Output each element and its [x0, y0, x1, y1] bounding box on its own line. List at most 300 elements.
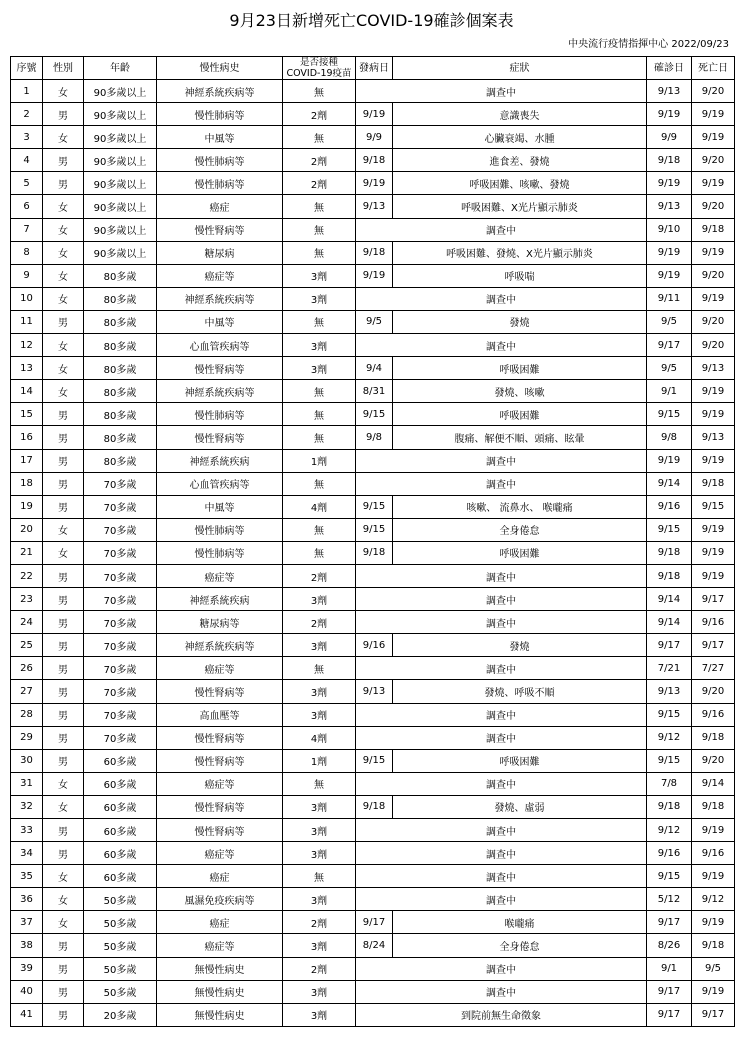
cell-chronic-disease: 慢性腎病等 — [157, 426, 283, 449]
cell-vaccination: 3劑 — [283, 1003, 356, 1026]
cell-confirm-date: 9/1 — [647, 380, 692, 403]
cell-vaccination: 1劑 — [283, 749, 356, 772]
cell-vaccination: 4劑 — [283, 726, 356, 749]
cell-sex: 男 — [43, 634, 84, 657]
cell-death-date: 9/17 — [692, 634, 735, 657]
cell-vaccination: 無 — [283, 772, 356, 795]
table-row — [11, 241, 735, 264]
cell-sex: 女 — [43, 334, 84, 357]
cell-vaccination: 2劑 — [283, 172, 356, 195]
cell-chronic-disease: 糖尿病等 — [157, 611, 283, 634]
table-row — [11, 380, 735, 403]
cell-confirm-date: 9/18 — [647, 564, 692, 587]
cell-death-date: 9/20 — [692, 195, 735, 218]
table-row — [11, 103, 735, 126]
cell-symptoms: 呼吸困難 — [393, 357, 647, 380]
cell-age: 90多歲以上 — [84, 149, 157, 172]
cell-vaccination: 3劑 — [283, 634, 356, 657]
cell-sex: 男 — [43, 149, 84, 172]
cell-confirm-date: 9/18 — [647, 149, 692, 172]
cell-chronic-disease: 無慢性病史 — [157, 1003, 283, 1026]
cell-death-date: 9/19 — [692, 911, 735, 934]
cell-vaccination: 無 — [283, 80, 356, 103]
cell-confirm-date: 9/17 — [647, 911, 692, 934]
cell-onset-date: 9/17 — [356, 911, 393, 934]
death-cases-table — [10, 56, 735, 1027]
cell-death-date: 9/20 — [692, 334, 735, 357]
cell-symptoms: 發燒 — [393, 634, 647, 657]
cell-confirm-date: 9/19 — [647, 264, 692, 287]
cell-death-date: 9/19 — [692, 865, 735, 888]
cell-no: 13 — [11, 357, 43, 380]
cell-sex: 女 — [43, 518, 84, 541]
cell-death-date: 9/18 — [692, 934, 735, 957]
cell-symptoms: 呼吸困難 — [393, 541, 647, 564]
cell-age: 70多歲 — [84, 472, 157, 495]
cell-confirm-date: 9/5 — [647, 357, 692, 380]
cell-age: 50多歲 — [84, 957, 157, 980]
header-vaccination — [283, 57, 356, 80]
cell-death-date: 9/19 — [692, 819, 735, 842]
cell-no: 27 — [11, 680, 43, 703]
cell-sex: 女 — [43, 795, 84, 818]
cell-symptoms: 調查中 — [356, 80, 647, 103]
cell-death-date: 9/19 — [692, 241, 735, 264]
cell-onset-date: 9/4 — [356, 357, 393, 380]
cell-death-date: 7/27 — [692, 657, 735, 680]
table-row — [11, 726, 735, 749]
header-confirm-date: 確診日 — [647, 57, 692, 80]
cell-no: 41 — [11, 1003, 43, 1026]
cell-chronic-disease: 神經系統疾病等 — [157, 287, 283, 310]
cell-onset-date: 9/18 — [356, 795, 393, 818]
cell-age: 50多歲 — [84, 934, 157, 957]
cell-symptoms: 調查中 — [356, 588, 647, 611]
cell-death-date: 9/19 — [692, 287, 735, 310]
cell-symptoms: 調查中 — [356, 657, 647, 680]
cell-symptoms: 調查中 — [356, 957, 647, 980]
cell-death-date: 9/19 — [692, 403, 735, 426]
cell-death-date: 9/19 — [692, 541, 735, 564]
cell-onset-date: 8/24 — [356, 934, 393, 957]
cell-sex: 男 — [43, 103, 84, 126]
cell-vaccination: 無 — [283, 865, 356, 888]
table-row — [11, 218, 735, 241]
table-row — [11, 472, 735, 495]
cell-no: 15 — [11, 403, 43, 426]
cell-confirm-date: 9/5 — [647, 310, 692, 333]
cell-onset-date: 8/31 — [356, 380, 393, 403]
cell-symptoms: 調查中 — [356, 334, 647, 357]
cell-age: 80多歲 — [84, 287, 157, 310]
cell-vaccination: 3劑 — [283, 703, 356, 726]
cell-confirm-date: 9/14 — [647, 588, 692, 611]
header-vaccination-line2: COVID-19疫苗 — [286, 68, 352, 79]
cell-symptoms: 發燒、咳嗽 — [393, 380, 647, 403]
cell-vaccination: 無 — [283, 472, 356, 495]
cell-no: 30 — [11, 749, 43, 772]
cell-age: 70多歲 — [84, 703, 157, 726]
cell-age: 80多歲 — [84, 310, 157, 333]
cell-no: 12 — [11, 334, 43, 357]
table-row — [11, 449, 735, 472]
cell-death-date: 9/13 — [692, 426, 735, 449]
table-row — [11, 126, 735, 149]
cell-age: 90多歲以上 — [84, 103, 157, 126]
table-row — [11, 749, 735, 772]
cell-no: 24 — [11, 611, 43, 634]
cell-confirm-date: 9/15 — [647, 703, 692, 726]
cell-chronic-disease: 癌症等 — [157, 934, 283, 957]
table-row — [11, 80, 735, 103]
cell-confirm-date: 9/14 — [647, 611, 692, 634]
table-row — [11, 634, 735, 657]
cell-chronic-disease: 癌症等 — [157, 772, 283, 795]
cell-symptoms: 調查中 — [356, 772, 647, 795]
cell-age: 70多歲 — [84, 495, 157, 518]
cell-death-date: 9/19 — [692, 564, 735, 587]
cell-no: 19 — [11, 495, 43, 518]
cell-age: 80多歲 — [84, 426, 157, 449]
cell-confirm-date: 9/17 — [647, 1003, 692, 1026]
cell-death-date: 9/20 — [692, 80, 735, 103]
table-row — [11, 934, 735, 957]
cell-confirm-date: 9/17 — [647, 980, 692, 1003]
cell-vaccination: 3劑 — [283, 588, 356, 611]
cell-symptoms: 調查中 — [356, 287, 647, 310]
cell-confirm-date: 9/19 — [647, 103, 692, 126]
table-row — [11, 772, 735, 795]
cell-vaccination: 3劑 — [283, 287, 356, 310]
cell-age: 90多歲以上 — [84, 241, 157, 264]
cell-no: 29 — [11, 726, 43, 749]
cell-vaccination: 2劑 — [283, 957, 356, 980]
table-row — [11, 657, 735, 680]
cell-confirm-date: 9/1 — [647, 957, 692, 980]
cell-chronic-disease: 慢性肺病等 — [157, 172, 283, 195]
cell-sex: 女 — [43, 195, 84, 218]
cell-no: 38 — [11, 934, 43, 957]
cell-age: 70多歲 — [84, 564, 157, 587]
cell-no: 14 — [11, 380, 43, 403]
cell-vaccination: 3劑 — [283, 680, 356, 703]
cell-onset-date: 9/15 — [356, 495, 393, 518]
cell-death-date: 9/13 — [692, 357, 735, 380]
cell-no: 8 — [11, 241, 43, 264]
cell-age: 80多歲 — [84, 380, 157, 403]
cell-symptoms: 全身倦怠 — [393, 518, 647, 541]
cell-no: 33 — [11, 819, 43, 842]
header-onset-date: 發病日 — [356, 57, 393, 80]
cell-death-date: 9/20 — [692, 749, 735, 772]
cell-no: 18 — [11, 472, 43, 495]
cell-symptoms: 調查中 — [356, 564, 647, 587]
cell-confirm-date: 9/15 — [647, 518, 692, 541]
cell-age: 70多歲 — [84, 588, 157, 611]
cell-age: 60多歲 — [84, 819, 157, 842]
cell-death-date: 9/20 — [692, 680, 735, 703]
table-row — [11, 334, 735, 357]
cell-sex: 男 — [43, 426, 84, 449]
cell-onset-date: 9/16 — [356, 634, 393, 657]
cell-vaccination: 3劑 — [283, 334, 356, 357]
cell-sex: 男 — [43, 957, 84, 980]
cell-vaccination: 無 — [283, 218, 356, 241]
cell-confirm-date: 9/16 — [647, 842, 692, 865]
cell-age: 60多歲 — [84, 865, 157, 888]
cell-chronic-disease: 風濕免疫疾病等 — [157, 888, 283, 911]
cell-confirm-date: 9/19 — [647, 449, 692, 472]
cell-vaccination: 2劑 — [283, 149, 356, 172]
cell-symptoms: 喉嚨痛 — [393, 911, 647, 934]
cell-symptoms: 調查中 — [356, 888, 647, 911]
cell-no: 10 — [11, 287, 43, 310]
cell-chronic-disease: 神經系統疾病 — [157, 588, 283, 611]
cell-age: 80多歲 — [84, 334, 157, 357]
cell-symptoms: 心臟衰竭、水腫 — [393, 126, 647, 149]
cell-chronic-disease: 慢性腎病等 — [157, 819, 283, 842]
cell-sex: 女 — [43, 380, 84, 403]
cell-symptoms: 調查中 — [356, 819, 647, 842]
table-header-row — [11, 57, 735, 80]
cell-death-date: 9/14 — [692, 772, 735, 795]
cell-chronic-disease: 癌症等 — [157, 657, 283, 680]
cell-no: 5 — [11, 172, 43, 195]
cell-age: 60多歲 — [84, 795, 157, 818]
cell-sex: 男 — [43, 495, 84, 518]
cell-vaccination: 4劑 — [283, 495, 356, 518]
cell-no: 35 — [11, 865, 43, 888]
cell-age: 90多歲以上 — [84, 195, 157, 218]
cell-chronic-disease: 慢性腎病等 — [157, 218, 283, 241]
cell-symptoms: 調查中 — [356, 611, 647, 634]
cell-vaccination: 無 — [283, 541, 356, 564]
table-row — [11, 403, 735, 426]
header-chronic-disease: 慢性病史 — [157, 57, 283, 80]
cell-sex: 男 — [43, 564, 84, 587]
cell-sex: 女 — [43, 772, 84, 795]
cell-no: 20 — [11, 518, 43, 541]
cell-death-date: 9/19 — [692, 380, 735, 403]
table-row — [11, 980, 735, 1003]
cell-age: 90多歲以上 — [84, 218, 157, 241]
cell-sex: 男 — [43, 657, 84, 680]
cell-no: 21 — [11, 541, 43, 564]
cell-confirm-date: 9/18 — [647, 795, 692, 818]
cell-onset-date: 9/19 — [356, 103, 393, 126]
header-no: 序號 — [11, 57, 43, 80]
cell-chronic-disease: 心血管疾病等 — [157, 472, 283, 495]
cell-symptoms: 進食差、發燒 — [393, 149, 647, 172]
cell-chronic-disease: 慢性肺病等 — [157, 541, 283, 564]
cell-death-date: 9/17 — [692, 1003, 735, 1026]
cell-symptoms: 腹痛、解便不順、頭痛、眩暈 — [393, 426, 647, 449]
cell-no: 6 — [11, 195, 43, 218]
cell-vaccination: 3劑 — [283, 357, 356, 380]
cell-onset-date: 9/5 — [356, 310, 393, 333]
cell-vaccination: 1劑 — [283, 449, 356, 472]
cell-no: 31 — [11, 772, 43, 795]
cell-death-date: 9/19 — [692, 980, 735, 1003]
cell-confirm-date: 9/19 — [647, 172, 692, 195]
cell-sex: 女 — [43, 865, 84, 888]
cell-symptoms: 意識喪失 — [393, 103, 647, 126]
cell-age: 90多歲以上 — [84, 80, 157, 103]
cell-age: 70多歲 — [84, 611, 157, 634]
cell-sex: 女 — [43, 541, 84, 564]
table-row — [11, 703, 735, 726]
cell-age: 50多歲 — [84, 980, 157, 1003]
cell-vaccination: 3劑 — [283, 934, 356, 957]
cell-age: 70多歲 — [84, 541, 157, 564]
cell-symptoms: 發燒 — [393, 310, 647, 333]
table-row — [11, 264, 735, 287]
cell-chronic-disease: 癌症 — [157, 865, 283, 888]
cell-symptoms: 調查中 — [356, 842, 647, 865]
cell-symptoms: 調查中 — [356, 980, 647, 1003]
cell-chronic-disease: 慢性肺病等 — [157, 518, 283, 541]
page-title: 9月23日新增死亡COVID-19確診個案表 — [229, 11, 514, 30]
cell-age: 80多歲 — [84, 264, 157, 287]
cell-chronic-disease: 癌症等 — [157, 842, 283, 865]
cell-death-date: 9/19 — [692, 449, 735, 472]
cell-no: 3 — [11, 126, 43, 149]
cell-confirm-date: 9/19 — [647, 241, 692, 264]
cell-confirm-date: 7/21 — [647, 657, 692, 680]
table-row — [11, 911, 735, 934]
cell-no: 11 — [11, 310, 43, 333]
cell-chronic-disease: 神經系統疾病等 — [157, 380, 283, 403]
header-sex: 性別 — [43, 57, 84, 80]
cell-confirm-date: 9/11 — [647, 287, 692, 310]
table-row — [11, 541, 735, 564]
cell-death-date: 9/18 — [692, 472, 735, 495]
table-row — [11, 957, 735, 980]
cell-confirm-date: 9/17 — [647, 634, 692, 657]
cell-confirm-date: 9/16 — [647, 495, 692, 518]
cell-sex: 男 — [43, 172, 84, 195]
cell-confirm-date: 7/8 — [647, 772, 692, 795]
table-row — [11, 865, 735, 888]
cell-confirm-date: 9/15 — [647, 403, 692, 426]
cell-vaccination: 無 — [283, 310, 356, 333]
cell-sex: 男 — [43, 449, 84, 472]
cell-sex: 女 — [43, 357, 84, 380]
cell-vaccination: 無 — [283, 380, 356, 403]
cell-confirm-date: 9/17 — [647, 334, 692, 357]
header-symptoms: 症狀 — [393, 57, 647, 80]
cell-vaccination: 無 — [283, 241, 356, 264]
cell-death-date: 9/12 — [692, 888, 735, 911]
cell-chronic-disease: 慢性腎病等 — [157, 357, 283, 380]
cell-no: 37 — [11, 911, 43, 934]
cell-no: 4 — [11, 149, 43, 172]
table-row — [11, 795, 735, 818]
cell-age: 50多歲 — [84, 911, 157, 934]
cell-onset-date: 9/18 — [356, 241, 393, 264]
cell-age: 80多歲 — [84, 357, 157, 380]
cell-confirm-date: 9/15 — [647, 749, 692, 772]
cell-sex: 男 — [43, 403, 84, 426]
cell-chronic-disease: 無慢性病史 — [157, 957, 283, 980]
cell-no: 25 — [11, 634, 43, 657]
cell-onset-date: 9/15 — [356, 749, 393, 772]
cell-symptoms: 全身倦怠 — [393, 934, 647, 957]
cell-sex: 男 — [43, 980, 84, 1003]
cell-no: 36 — [11, 888, 43, 911]
cell-death-date: 9/20 — [692, 264, 735, 287]
cell-death-date: 9/18 — [692, 795, 735, 818]
cell-chronic-disease: 慢性肺病等 — [157, 103, 283, 126]
cell-death-date: 9/19 — [692, 126, 735, 149]
cell-onset-date: 9/15 — [356, 403, 393, 426]
cell-sex: 女 — [43, 888, 84, 911]
cell-age: 50多歲 — [84, 888, 157, 911]
cell-no: 39 — [11, 957, 43, 980]
cell-no: 9 — [11, 264, 43, 287]
cell-symptoms: 呼吸困難、X光片顯示肺炎 — [393, 195, 647, 218]
cell-death-date: 9/19 — [692, 518, 735, 541]
cell-onset-date: 9/19 — [356, 172, 393, 195]
cell-death-date: 9/20 — [692, 149, 735, 172]
cell-confirm-date: 9/15 — [647, 865, 692, 888]
cell-confirm-date: 9/12 — [647, 726, 692, 749]
cell-chronic-disease: 神經系統疾病 — [157, 449, 283, 472]
cell-confirm-date: 9/10 — [647, 218, 692, 241]
cell-onset-date: 9/8 — [356, 426, 393, 449]
cell-chronic-disease: 高血壓等 — [157, 703, 283, 726]
cell-confirm-date: 8/26 — [647, 934, 692, 957]
header-vaccination-line1: 是否接種 — [299, 57, 338, 68]
table-row — [11, 611, 735, 634]
cell-sex: 女 — [43, 218, 84, 241]
cell-symptoms: 咳嗽、 流鼻水、 喉嚨痛 — [393, 495, 647, 518]
table-row — [11, 426, 735, 449]
cell-no: 40 — [11, 980, 43, 1003]
cell-symptoms: 調查中 — [356, 449, 647, 472]
cell-sex: 女 — [43, 911, 84, 934]
cell-chronic-disease: 神經系統疾病等 — [157, 80, 283, 103]
cell-age: 60多歲 — [84, 842, 157, 865]
cell-sex: 女 — [43, 241, 84, 264]
cell-chronic-disease: 中風等 — [157, 495, 283, 518]
cell-age: 80多歲 — [84, 449, 157, 472]
cell-no: 16 — [11, 426, 43, 449]
cell-sex: 男 — [43, 842, 84, 865]
table-row — [11, 495, 735, 518]
cell-death-date: 9/19 — [692, 103, 735, 126]
cell-symptoms: 調查中 — [356, 472, 647, 495]
cell-confirm-date: 9/12 — [647, 819, 692, 842]
cell-vaccination: 2劑 — [283, 564, 356, 587]
cell-age: 70多歲 — [84, 657, 157, 680]
cell-symptoms: 到院前無生命徵象 — [356, 1003, 647, 1026]
cell-age: 60多歲 — [84, 749, 157, 772]
cell-sex: 男 — [43, 934, 84, 957]
cell-no: 23 — [11, 588, 43, 611]
cell-symptoms: 呼吸喘 — [393, 264, 647, 287]
cell-vaccination: 3劑 — [283, 842, 356, 865]
cell-sex: 男 — [43, 703, 84, 726]
cell-death-date: 9/16 — [692, 611, 735, 634]
cell-onset-date: 9/9 — [356, 126, 393, 149]
cell-age: 70多歲 — [84, 726, 157, 749]
cell-confirm-date: 9/13 — [647, 680, 692, 703]
cell-chronic-disease: 慢性肺病等 — [157, 149, 283, 172]
cell-confirm-date: 9/9 — [647, 126, 692, 149]
cell-chronic-disease: 癌症等 — [157, 264, 283, 287]
cell-sex: 男 — [43, 749, 84, 772]
